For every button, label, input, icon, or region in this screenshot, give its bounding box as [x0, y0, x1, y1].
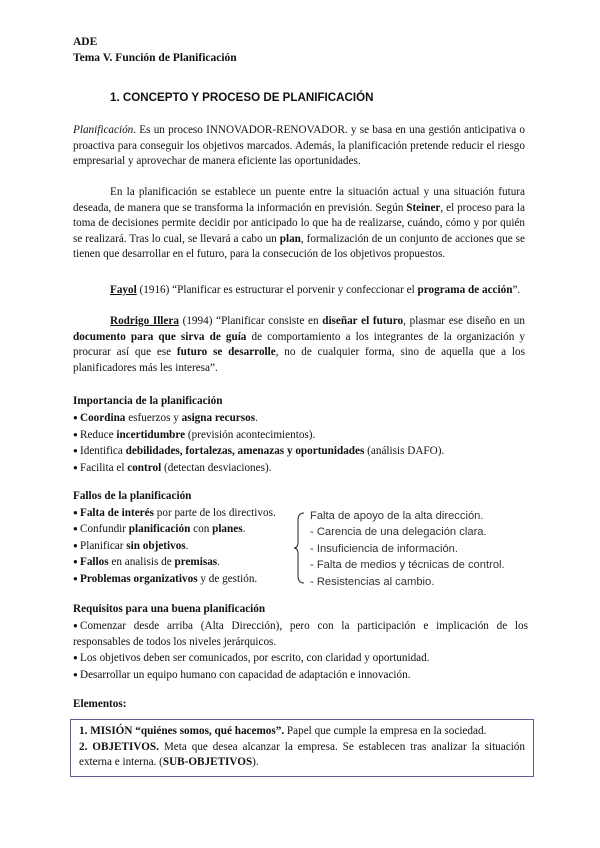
bullet-icon: ●: [73, 413, 78, 422]
item-bold: Fallos: [80, 556, 109, 569]
item-text: .: [242, 523, 246, 536]
item-text: esfuerzos y: [125, 412, 182, 424]
bullet-icon: ●: [73, 653, 78, 663]
illera-quote: [73, 314, 525, 376]
illera-text-1: (1994) “Planificar consiste en: [178, 315, 323, 327]
para2-text-3: , formalización de un conjunto de acciones que se tienen que desarrollar en el futuro, para la consecución de los objetivos propuestos.: [73, 232, 525, 261]
item-text: en analisis de: [108, 556, 175, 569]
objetivos-item: [79, 740, 525, 771]
list-item: [73, 618, 528, 650]
plan-term: plan: [279, 232, 301, 245]
illera-bold-3: futuro se desarrolle: [176, 346, 276, 359]
item-text: Facilita el: [80, 461, 128, 474]
item-bold: Coordina: [80, 412, 126, 424]
importancia-heading: Importancia de la planificación: [73, 395, 223, 407]
para2-text-2: , el proceso para la toma de decisiones permite decidir por anticipado lo que ha de realizarse, cuándo, cómo y por quién se realizará. Tras lo cual, se llevará a cabo un: [73, 201, 525, 245]
item-bold: planes: [212, 523, 243, 536]
intro-term: Planificación: [73, 124, 134, 136]
illera-text-4: , no de cualquier forma, sino de aquella que a los planificadores más les interesa”.: [73, 346, 525, 374]
requisitos-heading: Requisitos para una buena planificación: [73, 603, 266, 615]
intro-paragraph: [73, 123, 525, 170]
item-text: .: [255, 412, 258, 424]
item-text: .: [217, 556, 220, 569]
mision-item: [79, 724, 525, 740]
fayol-quote: [73, 283, 525, 299]
list-item: [73, 460, 533, 477]
item-text: Planificar: [80, 539, 127, 552]
item-bold: incertidumbre: [116, 428, 186, 441]
illera-text-2: , plasmar ese diseño en un: [403, 315, 525, 327]
elementos-heading: Elementos:: [73, 698, 127, 710]
objetivos-text: Meta que desea alcanzar la empresa. Se establecen tras analizar la situación externa e interna. (: [79, 740, 525, 769]
objetivos-label: 2. OBJETIVOS.: [79, 740, 159, 753]
fayol-end: ”.: [512, 284, 521, 296]
cause-item: - Carencia de una delegación clara.: [310, 526, 487, 539]
bullet-icon: ●: [73, 446, 78, 456]
item-text: Reduce: [80, 428, 117, 441]
bullet-icon: ●: [73, 557, 78, 567]
list-item: [73, 443, 533, 460]
cause-item: Falta de apoyo de la alta dirección.: [310, 510, 484, 522]
item-text: (previsión acontecimientos).: [185, 428, 316, 441]
item-text: por parte de los directivos.: [153, 507, 276, 519]
illera-name: Rodrigo Illera: [110, 315, 179, 327]
item-bold: premisas: [174, 556, 218, 569]
bullet-icon: ●: [73, 621, 78, 630]
illera-text-3: de comportamiento a los integrantes de la organización y procurar así que ese: [73, 330, 526, 359]
item-bold: sin objetivos: [126, 539, 186, 552]
cause-item: - Resistencias al cambio.: [310, 575, 435, 588]
bullet-icon: ●: [73, 508, 78, 517]
course-name: ADE: [73, 36, 98, 48]
bullet-icon: ●: [73, 540, 78, 550]
item-bold: Falta de interés: [80, 507, 154, 519]
elementos-box: [70, 719, 534, 777]
list-item: [73, 410, 533, 427]
item-text: Identifica: [80, 445, 126, 458]
item-text: Comenzar desde arriba (Alta Dirección), pero con la participación e implicación de los responsables de todos los niveles jerárquicos.: [73, 620, 528, 648]
list-item: [73, 650, 528, 667]
topic-title: Tema V. Función de Planificación: [73, 51, 237, 64]
objetivos-end: ).: [252, 756, 259, 769]
illera-bold-2: documento para que sirva de guía: [73, 330, 247, 343]
importancia-list: [73, 410, 533, 476]
planning-paragraph: [73, 185, 525, 263]
fallos-causes: [310, 508, 505, 590]
steiner-name: Steiner: [406, 201, 441, 214]
curly-brace-icon: [293, 512, 307, 584]
illera-bold-1: diseñar el futuro: [322, 315, 404, 327]
item-text: con: [190, 523, 213, 536]
item-text: .: [185, 539, 189, 552]
list-item: [73, 427, 533, 444]
fayol-text: (1916) “Planificar es estructurar el porvenir y confeccionar el: [136, 284, 418, 296]
item-bold: asigna recursos: [181, 412, 256, 424]
subobjetivos-label: SUB-OBJETIVOS: [162, 756, 253, 769]
item-text: Los objetivos deben ser comunicados, por escrito, con claridad y oportunidad.: [80, 652, 430, 665]
fayol-bold: programa de acción: [417, 284, 513, 296]
fayol-name: Fayol: [110, 284, 137, 296]
requisitos-list: [73, 618, 528, 683]
bullet-icon: ●: [73, 524, 78, 534]
bullet-icon: ●: [73, 573, 78, 583]
item-text: (análisis DAFO).: [364, 445, 445, 458]
item-text: Confundir: [80, 523, 129, 536]
list-item: [73, 667, 528, 684]
item-text: Desarrollar un equipo humano con capacidad de adaptación e innovación.: [80, 668, 411, 681]
fallos-heading: Fallos de la planificación: [73, 490, 192, 502]
section-title: 1. CONCEPTO Y PROCESO DE PLANIFICACIÓN: [110, 91, 374, 104]
cause-item: - Falta de medios y técnicas de control.: [310, 559, 505, 572]
bullet-icon: ●: [73, 429, 78, 439]
item-bold: debilidades, fortalezas, amenazas y oportunidades: [125, 445, 365, 458]
para2-text-1: En la planificación se establece un puente entre la situación actual y una situación futura deseada, de manera que se transforma la información en previsión. Según: [73, 186, 525, 214]
document-header: [73, 35, 237, 66]
item-text: (detectan desviaciones).: [161, 461, 272, 474]
item-bold: planificación: [128, 523, 191, 536]
intro-text: . Es un proceso INNOVADOR-RENOVADOR. y se basa en una gestión anticipativa o proactiva para conseguir los objetivos marcados. Además, la planificación pretende reducir el riesgo empresarial y aprovechar de manera eficiente las oportunidades.: [73, 124, 525, 168]
item-bold: control: [127, 461, 162, 474]
cause-item: - Insuficiencia de información.: [310, 542, 458, 555]
bullet-icon: ●: [73, 462, 78, 472]
bullet-icon: ●: [73, 669, 78, 679]
mision-text: Papel que cumple la empresa en la sociedad.: [284, 725, 487, 737]
item-bold: Problemas organizativos: [80, 572, 198, 585]
item-text: y de gestión.: [197, 572, 258, 585]
mision-label: 1. MISIÓN “quiénes somos, qué hacemos”.: [79, 725, 285, 737]
